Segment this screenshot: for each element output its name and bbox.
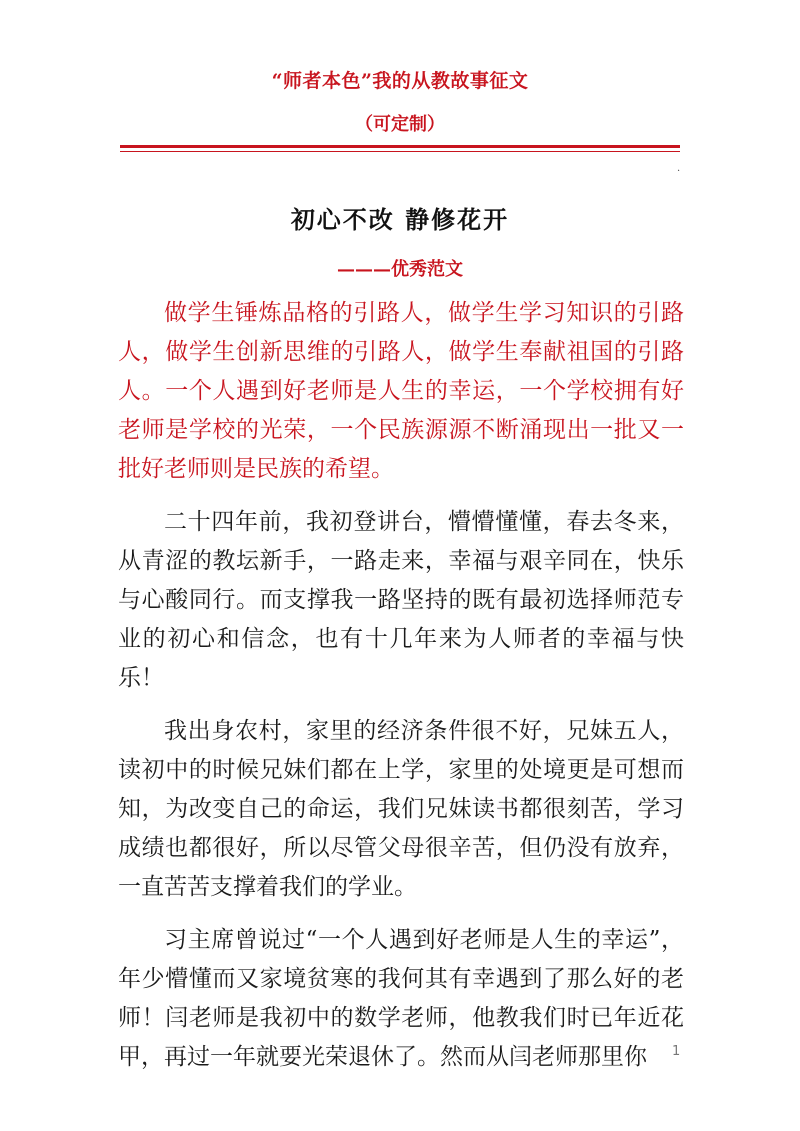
body-paragraph: 二十四年前，我初登讲台，懵懵懂懂，春去冬来，从青涩的教坛新手，一路走来，幸福与艰辛同在，快乐与心酸同行。而支撑我一路坚持的既有最初选择师范专业的初心和信念，也有十几年来为人师者的幸福与快乐！ (118, 509, 684, 691)
header-rule-thick (120, 145, 680, 148)
document-header-subtitle: （可定制） (355, 114, 445, 135)
body-paragraph: 习主席曾说过“一个人遇到好老师是人生的幸运”，年少懵懂而又家境贫寒的我何其有幸遇到了那么好的老师！闫老师是我初中的数学老师，他教我们时已年近花甲，再过一年就要光荣退休了。然而从闫老师那里你 (118, 927, 684, 1070)
article-title: 初心不改 静修花开 (290, 205, 510, 234)
header-rule-thin (120, 151, 680, 152)
article-body (118, 294, 684, 1091)
article-byline: ———优秀范文 (337, 259, 463, 280)
document-header-title: “师者本色”我的从教故事征文 (271, 70, 529, 92)
page-number: 1 (672, 1044, 681, 1059)
intro-paragraph: 做学生锤炼品格的引路人，做学生学习知识的引路人，做学生创新思维的引路人，做学生奉献祖国的引路人。一个人遇到好老师是人生的幸运，一个学校拥有好老师是学校的光荣，一个民族源源不断涌现出一批又一批好老师则是民族的希望。 (118, 300, 684, 482)
body-paragraph: 我出身农村，家里的经济条件很不好，兄妹五人，读初中的时候兄妹们都在上学，家里的处境更是可想而知，为改变自己的命运，我们兄妹读书都很刻苦，学习成绩也都很好，所以尽管父母很辛苦，但仍没有放弃，一直苦苦支撑着我们的学业。 (118, 718, 684, 900)
corner-mark: · (677, 166, 681, 177)
